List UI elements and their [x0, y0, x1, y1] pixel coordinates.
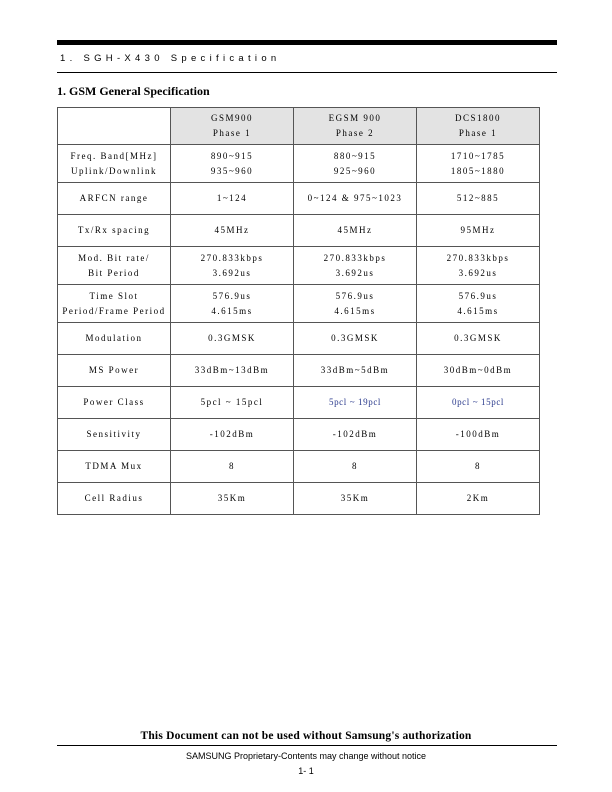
table-row-time-slot	[58, 285, 540, 323]
row-label: ARFCN range	[58, 183, 171, 215]
cell-value: 270.833kbps	[200, 252, 264, 263]
header-bottom-rule	[57, 72, 557, 73]
cell-gsm900: 35Km	[171, 483, 294, 515]
table-corner-cell	[58, 108, 171, 145]
cell-value: 1805~1880	[450, 165, 506, 176]
cell-egsm900: 33dBm~5dBm	[294, 355, 417, 387]
cell-dcs1800: 2Km	[417, 483, 540, 515]
cell-dcs1800: 30dBm~0dBm	[417, 355, 540, 387]
cell-egsm900: 45MHz	[294, 215, 417, 247]
cell-egsm900: 8	[294, 451, 417, 483]
row-label-line: Freq. Band[MHz]	[70, 150, 158, 161]
row-label-line: Bit Period	[88, 267, 140, 278]
column-band-name: EGSM 900	[328, 113, 382, 123]
table-row-sensitivity	[58, 419, 540, 451]
column-header-dcs1800	[417, 108, 540, 145]
table-row-freq-band	[58, 145, 540, 183]
row-label	[58, 247, 171, 285]
gsm-spec-table	[57, 107, 540, 515]
cell-value: 4.615ms	[457, 305, 499, 316]
cell-egsm900: 5pcl ~ 19pcl	[294, 387, 417, 419]
cell-egsm900	[294, 285, 417, 323]
row-label-line: Uplink/Downlink	[70, 165, 157, 176]
cell-dcs1800: 95MHz	[417, 215, 540, 247]
column-header-gsm900	[171, 108, 294, 145]
row-label: TDMA Mux	[58, 451, 171, 483]
cell-value: 3.692us	[335, 267, 375, 278]
cell-egsm900: 35Km	[294, 483, 417, 515]
cell-dcs1800	[417, 247, 540, 285]
cell-dcs1800	[417, 145, 540, 183]
table-row-cell-radius	[58, 483, 540, 515]
row-label	[58, 145, 171, 183]
row-label: Power Class	[58, 387, 171, 419]
cell-value: 576.9us	[212, 290, 252, 301]
cell-gsm900: 0.3GMSK	[171, 323, 294, 355]
row-label-line: Time Slot	[89, 290, 139, 301]
row-label: Tx/Rx spacing	[58, 215, 171, 247]
cell-value: 576.9us	[458, 290, 498, 301]
table-row-arfcn-range	[58, 183, 540, 215]
cell-egsm900: 0~124 & 975~1023	[294, 183, 417, 215]
table-row-tx-rx-spacing	[58, 215, 540, 247]
cell-value: 576.9us	[335, 290, 375, 301]
row-label	[58, 285, 171, 323]
cell-value: 3.692us	[212, 267, 252, 278]
row-label-line: Mod. Bit rate/	[78, 252, 150, 263]
cell-dcs1800	[417, 285, 540, 323]
cell-egsm900	[294, 247, 417, 285]
table-row-mod-bit-rate	[58, 247, 540, 285]
cell-dcs1800: 0.3GMSK	[417, 323, 540, 355]
table-header-row	[58, 108, 540, 145]
row-label: Sensitivity	[58, 419, 171, 451]
column-phase: Phase 2	[335, 128, 375, 138]
cell-egsm900	[294, 145, 417, 183]
table-row-power-class	[58, 387, 540, 419]
cell-value: 3.692us	[458, 267, 498, 278]
cell-dcs1800: 0pcl ~ 15pcl	[417, 387, 540, 419]
cell-gsm900: 45MHz	[171, 215, 294, 247]
cell-value: 935~960	[210, 165, 254, 176]
footer-authorization-notice: This Document can not be used without Samsung's authorization	[140, 730, 472, 742]
cell-value: 270.833kbps	[323, 252, 387, 263]
table-row-tdma-mux	[58, 451, 540, 483]
cell-gsm900	[171, 247, 294, 285]
column-phase: Phase 1	[458, 128, 498, 138]
cell-value: 890~915	[210, 150, 254, 161]
row-label: Modulation	[58, 323, 171, 355]
cell-dcs1800: 512~885	[417, 183, 540, 215]
cell-dcs1800: 8	[417, 451, 540, 483]
cell-gsm900: 8	[171, 451, 294, 483]
section-title: 1. GSM General Specification	[57, 84, 210, 98]
cell-gsm900: 1~124	[171, 183, 294, 215]
cell-value: 1710~1785	[450, 150, 506, 161]
document-header-title: 1. SGH-X430 Specification	[60, 53, 281, 64]
cell-egsm900: 0.3GMSK	[294, 323, 417, 355]
cell-gsm900	[171, 145, 294, 183]
table-row-ms-power	[58, 355, 540, 387]
footer-rule	[57, 745, 557, 746]
row-label: MS Power	[58, 355, 171, 387]
cell-gsm900: 5pcl ~ 15pcl	[171, 387, 294, 419]
header-top-rule	[57, 40, 557, 45]
cell-value: 925~960	[333, 165, 377, 176]
table-row-modulation	[58, 323, 540, 355]
page-number: 1- 1	[298, 766, 314, 776]
cell-gsm900	[171, 285, 294, 323]
column-header-egsm900	[294, 108, 417, 145]
column-band-name: GSM900	[210, 113, 253, 123]
cell-gsm900: 33dBm~13dBm	[171, 355, 294, 387]
column-band-name: DCS1800	[454, 113, 501, 123]
cell-value: 4.615ms	[211, 305, 253, 316]
row-label: Cell Radius	[58, 483, 171, 515]
cell-value: 270.833kbps	[446, 252, 510, 263]
cell-egsm900: -102dBm	[294, 419, 417, 451]
row-label-line: Period/Frame Period	[62, 305, 166, 316]
cell-dcs1800: -100dBm	[417, 419, 540, 451]
cell-value: 4.615ms	[334, 305, 376, 316]
cell-gsm900: -102dBm	[171, 419, 294, 451]
footer-proprietary-notice: SAMSUNG Proprietary-Contents may change without notice	[185, 751, 427, 761]
cell-value: 880~915	[333, 150, 377, 161]
column-phase: Phase 1	[212, 128, 252, 138]
